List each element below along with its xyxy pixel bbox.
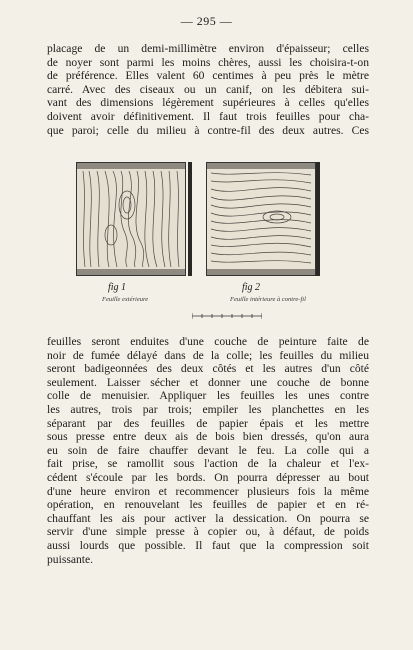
- text-line: servir d'une simple presse à copier ou, à défaut, de poids: [47, 525, 369, 539]
- veneer-edge-strip: [188, 162, 192, 276]
- text-line: de noyer sont parmi les moins chères, aussi les choisira-t-on: [47, 55, 369, 69]
- text-line: eu soin de faire chauffer devant le feu. La colle qui a: [47, 443, 369, 457]
- text-line: vant des dimensions légèrement supérieures à celles qu'elles: [47, 96, 369, 110]
- text-line: colle de menuisier. Appliquer les feuilles les unes contre: [47, 389, 369, 403]
- wood-grain-drawing-1: [77, 163, 185, 275]
- text-line: séparant par des feuilles de papier épais et les mettre: [47, 416, 369, 430]
- text-line: les autres, trois par trois; empiler les planchettes en les: [47, 402, 369, 416]
- veneer-edge-strip: [316, 162, 320, 276]
- text-line: noir de fumée délayé dans de la colle; les feuilles du milieu: [47, 348, 369, 362]
- wood-grain-drawing-2: [207, 163, 315, 275]
- figure-2-caption: Feuille intérieure à contre-fil: [230, 296, 306, 303]
- text-line: d'une heure environ et recommencer plusieurs fois la même: [47, 484, 369, 498]
- text-line: feuilles seront enduites d'une couche de peinture faite de: [47, 335, 369, 348]
- veneer-panel-fig2: [206, 162, 316, 276]
- text-line: seront badigeonnées des deux côtés et les autres d'un côté: [47, 362, 369, 376]
- figure-1-label: fig 1: [108, 282, 127, 293]
- paragraph-top: [47, 42, 369, 137]
- text-line: de préférence. Elles valent 60 centimes à peu près le mètre: [47, 69, 369, 83]
- text-line: seulement. Laisser sécher et donner une couche de bonne: [47, 375, 369, 389]
- figure-2-label: fig 2: [242, 282, 261, 293]
- page-number: — 295 —: [180, 14, 233, 28]
- text-line: fait prise, se ramollit sous l'action de la chaleur et l'ex-: [47, 457, 369, 471]
- scale-bar: [192, 312, 262, 320]
- text-line: placage de un demi-millimètre environ d'épaisseur; celles: [47, 42, 369, 55]
- text-line: puissante.: [47, 552, 94, 566]
- text-line: chauffant les ais pour activer la dessication. On pourra se: [47, 511, 369, 525]
- text-line: aussi lourds que possible. Il faut que la compression soit: [47, 538, 369, 552]
- text-line: doivent avoir définitivement. Il faut trois feuilles pour cha-: [47, 109, 369, 123]
- veneer-panel-fig1: [76, 162, 186, 276]
- text-line: carré. Avec des ciseaux ou un canif, on les débitera sui-: [47, 82, 369, 96]
- text-line: sous presse entre deux ais de bois bien dressés, qu'on aura: [47, 430, 369, 444]
- text-line: opération, en renouvelant les feuilles de papier et en ré-: [47, 498, 369, 512]
- text-line: que paroi; celle du milieu à contre-fil des deux autres. Ces: [47, 123, 369, 137]
- text-line: cédent s'écoule par les bords. On pourra dépresser au bout: [47, 470, 369, 484]
- wood-veneer-figure: [60, 162, 350, 322]
- figure-1-caption: Feuille extérieure: [102, 296, 149, 303]
- paragraph-bottom: [47, 335, 369, 566]
